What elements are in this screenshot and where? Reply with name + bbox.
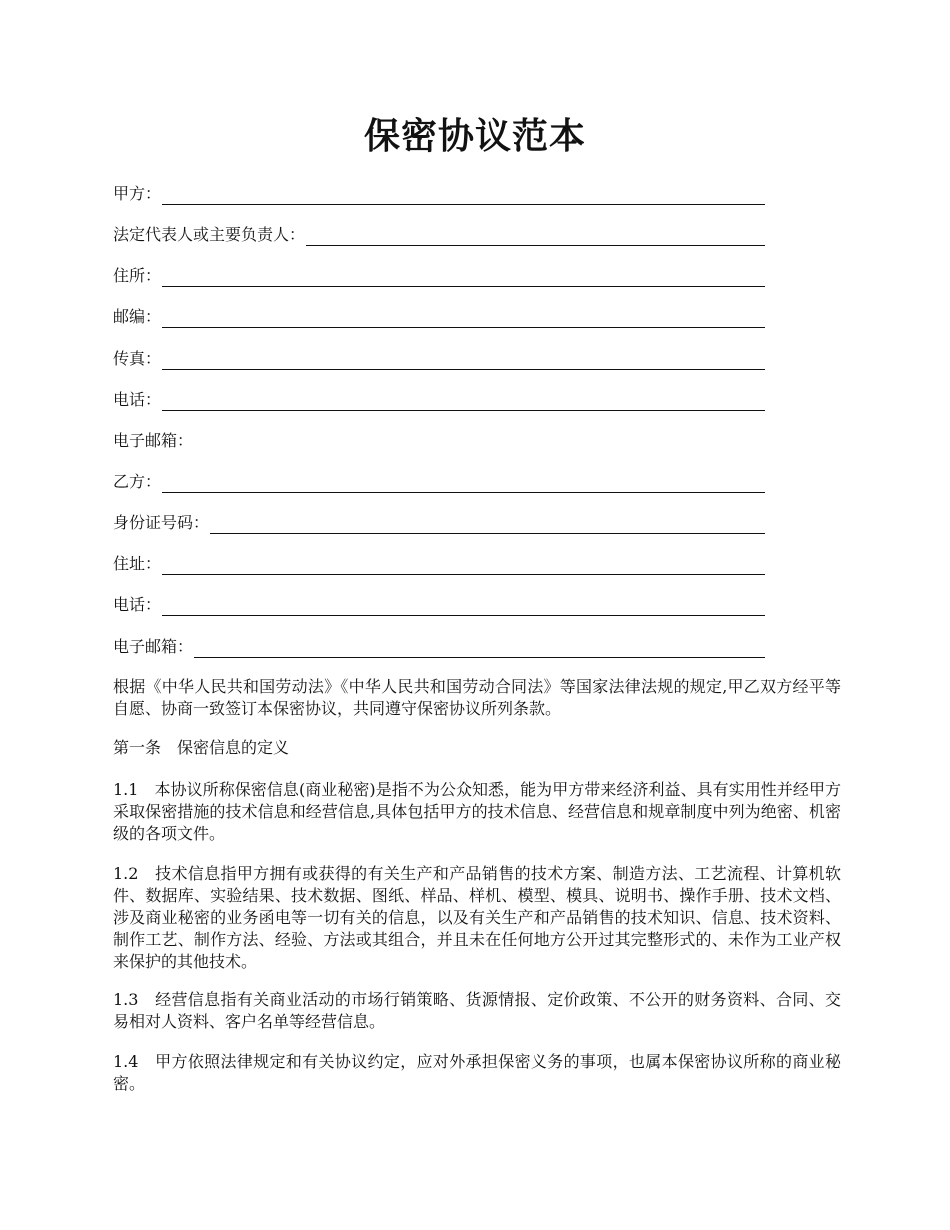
field-label: 传真： (113, 349, 162, 368)
field-party-a-address (113, 263, 765, 287)
fill-in-line[interactable] (162, 557, 765, 575)
fill-in-line[interactable] (162, 598, 765, 616)
field-party-b-phone (113, 592, 765, 616)
field-label: 电话： (113, 390, 162, 409)
intro-paragraph: 根据《中华人民共和国劳动法》《中华人民共和国劳动合同法》等国家法律法规的规定,甲乙双方经平等自愿、协商一致签订本保密协议，共同遵守保密协议所列条款。 (113, 677, 841, 718)
field-legal-representative (113, 222, 765, 246)
field-label: 身份证号码： (113, 513, 210, 532)
field-id-number (113, 510, 765, 534)
field-party-b (113, 469, 765, 493)
fill-in-line[interactable] (162, 352, 765, 370)
fill-in-line[interactable] (162, 269, 765, 287)
field-label: 乙方： (113, 472, 162, 491)
field-party-a-email (113, 428, 765, 452)
field-label: 甲方： (113, 184, 162, 203)
field-label: 邮编： (113, 307, 162, 326)
fill-in-line[interactable] (306, 228, 765, 246)
article-heading: 第一条 保密信息的定义 (113, 738, 290, 757)
field-party-a-phone (113, 387, 765, 411)
fill-in-line[interactable] (210, 516, 765, 534)
field-party-b-email (113, 634, 765, 658)
field-fax (113, 346, 765, 370)
field-party-a (113, 181, 765, 205)
document-title: 保密协议范本 (363, 115, 586, 157)
clause-1-3: 1.3 经营信息指有关商业活动的市场行销策略、货源情报、定价政策、不公开的财务资料、合同、交易相对人资料、客户名单等经营信息。 (113, 990, 841, 1031)
field-label: 住址： (113, 554, 162, 573)
fill-in-line[interactable] (162, 310, 765, 328)
field-label: 住所： (113, 266, 162, 285)
fill-in-line[interactable] (194, 640, 765, 658)
fill-in-line[interactable] (162, 187, 765, 205)
field-postcode (113, 304, 765, 328)
clause-1-2: 1.2 技术信息指甲方拥有或获得的有关生产和产品销售的技术方案、制造方法、工艺流程、计算机软件、数据库、实验结果、技术数据、图纸、样品、样机、模型、模具、说明书、操作手册、技术文档、涉及商业秘密的业务函电等一切有关的信息，以及有关生产和产品销售的技术知识、信息、技术资料、制作工艺、制作方法、经验、方法或其组合，并且未在任何地方公开过其完整形式的、未作为工业产权来保护的其他技术。 (113, 864, 841, 971)
field-party-b-address (113, 551, 765, 575)
field-label: 电子邮箱： (113, 431, 194, 450)
clause-1-1: 1.1 本协议所称保密信息(商业秘密)是指不为公众知悉，能为甲方带来经济利益、具有实用性并经甲方采取保密措施的技术信息和经营信息,具体包括甲方的技术信息、经营信息和规章制度中列为绝密、机密级的各项文件。 (113, 780, 841, 843)
fill-in-line[interactable] (162, 393, 765, 411)
field-label: 法定代表人或主要负责人： (113, 225, 306, 244)
fill-in-line[interactable] (162, 475, 765, 493)
field-label: 电话： (113, 595, 162, 614)
clause-1-4: 1.4 甲方依照法律规定和有关协议约定，应对外承担保密义务的事项，也属本保密协议所称的商业秘密。 (113, 1052, 841, 1093)
field-label: 电子邮箱： (113, 637, 194, 656)
